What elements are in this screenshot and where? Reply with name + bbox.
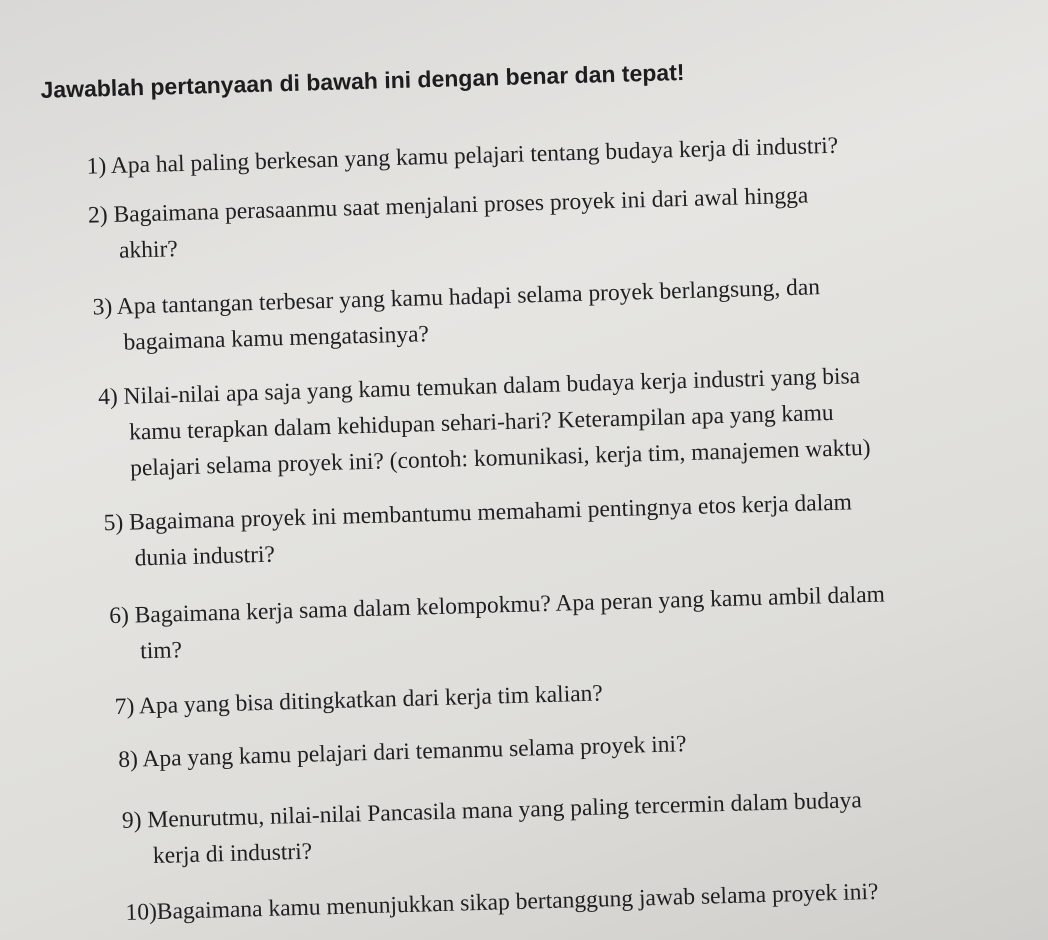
question-5 — [103, 484, 853, 577]
question-1 — [86, 128, 838, 185]
question-number: 2) — [87, 202, 108, 229]
question-8 — [118, 726, 687, 778]
question-text: Bagaimana proyek ini membantumu memahami pentingnya etos kerja dalam — [128, 489, 853, 536]
question-7 — [114, 675, 603, 725]
question-number: 9) — [121, 807, 142, 834]
question-text: Apa tantangan terbesar yang kamu hadapi selama proyek berlangsung, dan — [116, 274, 821, 320]
question-number: 1) — [86, 153, 107, 180]
question-10 — [125, 874, 879, 931]
question-text: Bagaimana perasaanmu saat menjalani proses proyek ini dari awal hingga — [113, 182, 809, 228]
question-number: 6) — [108, 602, 130, 630]
question-text: pelajari selama proyek ini? (contoh: komunikasi, kerja tim, manajemen waktu) — [129, 434, 871, 482]
question-9 — [121, 782, 863, 875]
question-text: akhir? — [118, 236, 179, 264]
question-text: Nilai-nilai apa saja yang kamu temukan dalam budaya kerja industri yang bisa — [123, 363, 861, 410]
question-text: kerja di industri? — [152, 838, 313, 870]
question-text: Apa hal paling berkesan yang kamu pelajari tentang budaya kerja di industri? — [110, 132, 839, 179]
question-number: 7) — [114, 693, 135, 721]
question-number: 5) — [103, 509, 124, 537]
question-6 — [109, 577, 887, 671]
question-number: 3) — [92, 293, 113, 321]
question-number: 4) — [97, 383, 119, 411]
instruction-heading: Jawablah pertanyaan di bawah ini dengan benar dan tepat! — [40, 58, 685, 103]
question-text: dunia industri? — [134, 541, 276, 572]
question-2 — [88, 178, 810, 270]
question-number: 10) — [125, 898, 158, 926]
question-text: Bagaimana kamu menunjukkan sikap bertanggung jawab selama proyek ini? — [156, 878, 879, 925]
question-text: Apa yang bisa ditingkatkan dari kerja tim kalian? — [138, 680, 604, 720]
question-text: bagaimana kamu mengatasinya? — [123, 321, 430, 356]
question-text: Bagaimana kerja sama dalam kelompokmu? Apa peran yang kamu ambil dalam — [134, 581, 886, 629]
question-text: Menurutmu, nilai-nilai Pancasila mana yang paling tercermin dalam budaya — [147, 787, 863, 834]
question-3 — [92, 269, 821, 361]
question-text: kamu terapkan dalam kehidupan sehari-hari? Keterampilan apa yang kamu — [128, 399, 834, 446]
question-4 — [98, 358, 871, 487]
question-number: 8) — [117, 746, 139, 773]
question-text: Apa yang kamu pelajari dari temanmu selama proyek ini? — [142, 731, 687, 773]
question-text: tim? — [139, 637, 183, 665]
